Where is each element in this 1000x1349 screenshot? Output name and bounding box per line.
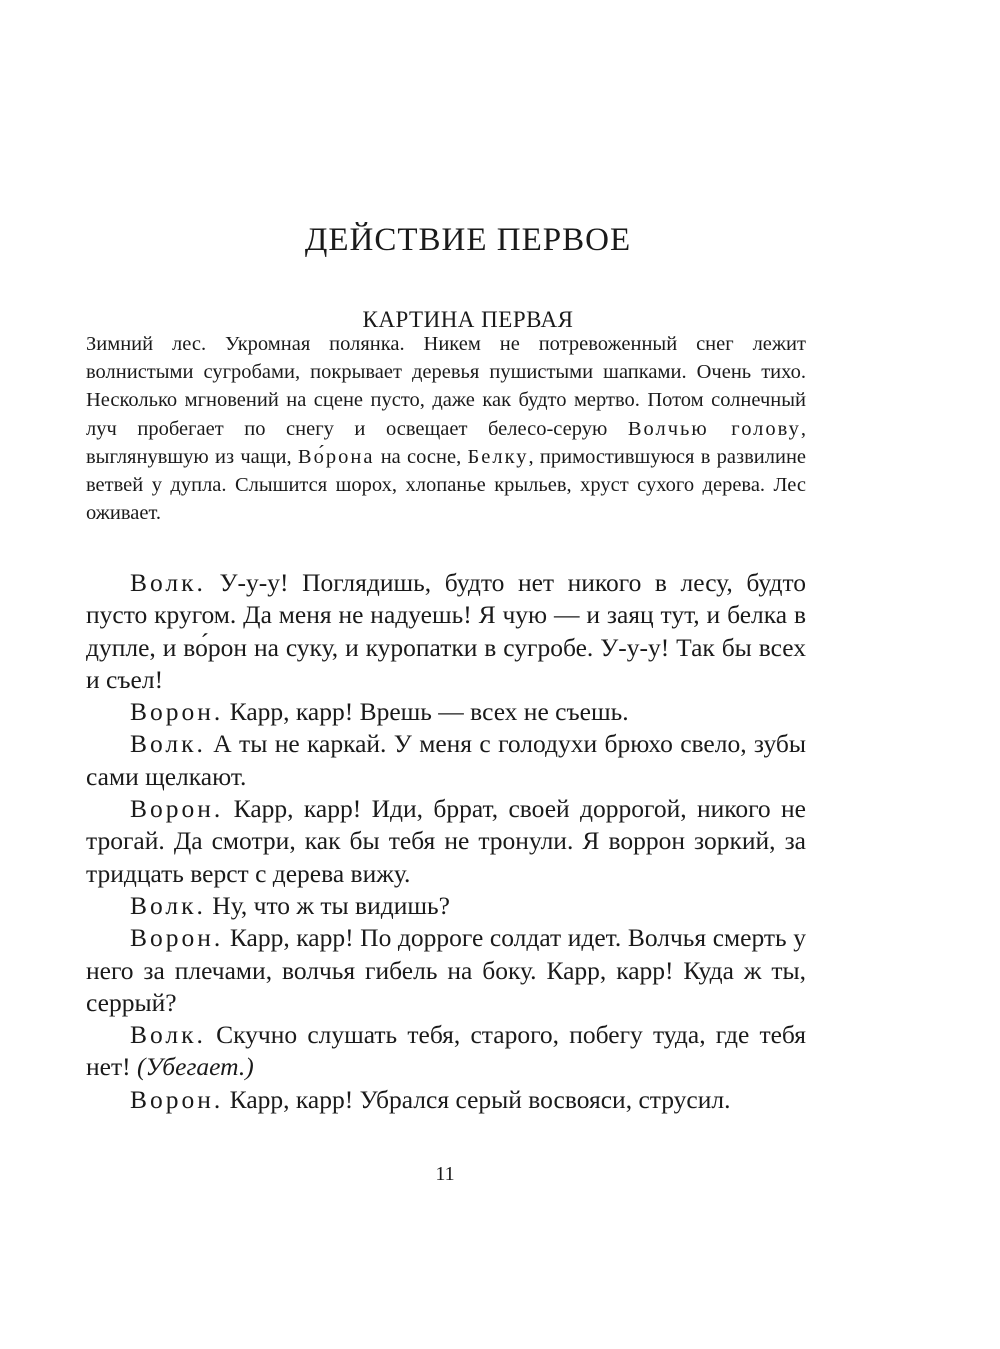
- stage-text: , выглянувшую из чащи,: [86, 417, 807, 468]
- dialogue-line: [86, 1084, 806, 1116]
- dialogue-line: [86, 793, 806, 890]
- speaker-name: Ворон.: [130, 697, 224, 727]
- stage-text: Зимний лес. Укромная полянка. Никем не потревоженный снег лежит волнистыми сугробами, покрывает деревья пушистыми шапками. Очень тихо. Несколько мгновений на сцене пусто, даже как будто мертво. Потом солнечный луч пробегает по снегу и освещает белесо-серую: [86, 333, 806, 440]
- line-text: У-у-у! Поглядишь, будто нет никого в лесу, будто пусто кругом. Да меня не надуешь! Я чую — и заяц тут, и белка в дупле, и во́рон на суку, и куропатки в сугробе. У-у-у! Так бы всех и съел!: [86, 568, 807, 694]
- speaker-name: Ворон.: [130, 1084, 224, 1114]
- character-squirrel: Белку: [467, 445, 529, 468]
- speaker-name: Ворон.: [130, 794, 224, 824]
- speaker-name: Ворон.: [130, 923, 224, 953]
- line-text: Карр, карр! По дорроге солдат идет. Волчья смерть у него за плечами, волчья гибель на боку. Карр, карр! Куда ж ты, серрый?: [86, 923, 807, 1017]
- stage-remark: (Убегает.): [136, 1052, 254, 1082]
- speaker-name: Волк.: [130, 1020, 206, 1050]
- character-raven: Во́рона: [297, 445, 375, 468]
- character-wolf-head: Волчью голову: [627, 417, 801, 440]
- line-text: Скучно слушать тебя, старого, побегу туда, где тебя нет!: [86, 1020, 806, 1082]
- page-number: 11: [435, 1163, 455, 1185]
- dialogue: [86, 567, 806, 1116]
- line-text: Карр, карр! Врешь — всех не съешь.: [229, 697, 629, 727]
- speaker-name: Волк.: [130, 890, 206, 920]
- dialogue-line: [86, 567, 806, 696]
- speaker-name: Волк.: [130, 568, 206, 597]
- speaker-name: Волк.: [130, 729, 206, 759]
- line-text: А ты не каркай. У меня с голодухи брюхо свело, зубы сами щелкают.: [86, 729, 806, 791]
- dialogue-line: [86, 696, 806, 728]
- line-text: Карр, карр! Иди, бррат, своей доррогой, никого не трогай. Да смотри, как бы тебя не тронули. Я воррон зоркий, за тридцать верст с дерева вижу.: [86, 794, 807, 888]
- line-text: Карр, карр! Убрался серый восвояси, струсил.: [229, 1084, 731, 1114]
- stage-direction: [86, 330, 806, 527]
- scene-title: КАРТИНА ПЕРВАЯ: [362, 307, 574, 333]
- dialogue-line: [86, 890, 806, 922]
- dialogue-line: [86, 728, 806, 793]
- stage-text: , примостившуюся в развилине ветвей у дупла. Слышится шорох, хлопанье крыльев, хруст сухого дерева. Лес оживает.: [86, 445, 807, 525]
- dialogue-line: [86, 1019, 806, 1084]
- line-text: Ну, что ж ты видишь?: [212, 890, 450, 920]
- stage-text: на сосне,: [380, 445, 462, 468]
- dialogue-line: [86, 922, 806, 1019]
- act-title: ДЕЙСТВИЕ ПЕРВОЕ: [304, 222, 632, 259]
